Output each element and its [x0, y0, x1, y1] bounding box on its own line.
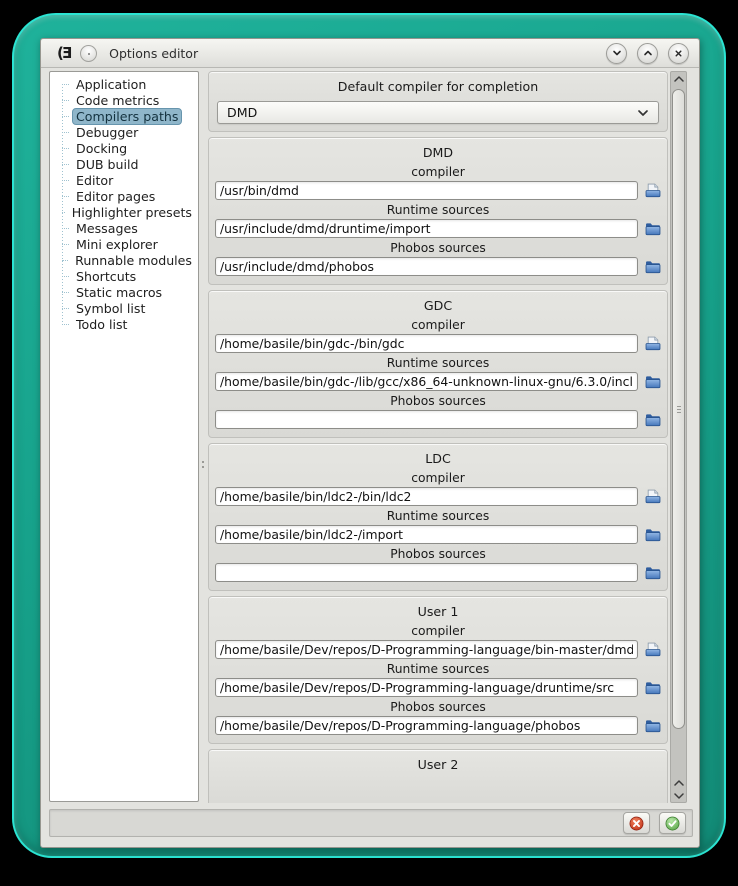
gdc-compiler-input[interactable]	[215, 334, 638, 353]
sidebar-item-runnable-modules[interactable]: Runnable modules	[70, 252, 196, 268]
field-label: Runtime sources	[386, 509, 490, 523]
folder-icon	[644, 374, 662, 389]
dmd-group	[208, 137, 668, 285]
cancel-button[interactable]	[623, 812, 650, 834]
chevron-up-icon	[642, 47, 654, 59]
compilers-paths-panel	[208, 71, 668, 803]
sidebar-item-debugger[interactable]: Debugger	[70, 124, 196, 140]
gdc-group	[208, 290, 668, 438]
titlebar	[41, 39, 699, 68]
chevron-up-icon	[674, 76, 684, 82]
window-title: Options editor	[109, 45, 199, 61]
field-label: compiler	[411, 165, 465, 179]
field-label: compiler	[411, 471, 465, 485]
close-icon	[673, 48, 684, 59]
sidebar-item-dub-build[interactable]: DUB build	[70, 156, 196, 172]
sidebar-item-code-metrics[interactable]: Code metrics	[70, 92, 196, 108]
folder-icon	[644, 412, 662, 427]
browse-folder-button[interactable]	[643, 526, 663, 543]
folder-icon	[644, 565, 662, 580]
folder-icon	[644, 259, 662, 274]
sidebar-item-editor[interactable]: Editor	[70, 172, 196, 188]
field-label: Phobos sources	[390, 394, 486, 408]
options-category-list	[49, 71, 199, 802]
gdc-runtime-sources-input[interactable]	[215, 372, 638, 391]
dmd-compiler-input[interactable]	[215, 181, 638, 200]
sidebar-splitter[interactable]	[199, 71, 208, 802]
default-compiler-group	[208, 71, 668, 132]
folder-icon	[644, 527, 662, 542]
field-label: Runtime sources	[386, 356, 490, 370]
scroll-down-button[interactable]	[671, 789, 686, 802]
options-editor-window	[40, 38, 700, 848]
sidebar-item-editor-pages[interactable]: Editor pages	[70, 188, 196, 204]
chevron-down-icon	[611, 47, 623, 59]
maximize-button[interactable]	[637, 43, 658, 64]
ldc-compiler-input[interactable]	[215, 487, 638, 506]
browse-folder-button[interactable]	[643, 564, 663, 581]
user1-compiler-input[interactable]	[215, 640, 638, 659]
cancel-icon	[629, 816, 644, 831]
gdc-phobos-sources-input[interactable]	[215, 410, 638, 429]
minimize-button[interactable]	[606, 43, 627, 64]
browse-folder-button[interactable]	[643, 411, 663, 428]
statusbar	[49, 809, 693, 837]
ldc-phobos-sources-input[interactable]	[215, 563, 638, 582]
folder-icon	[644, 221, 662, 236]
field-label: Runtime sources	[386, 662, 490, 676]
field-label: Phobos sources	[390, 547, 486, 561]
scroll-up-button[interactable]	[671, 72, 686, 85]
chevron-down-icon	[674, 793, 684, 799]
user1-runtime-sources-input[interactable]	[215, 678, 638, 697]
open-file-icon	[644, 642, 662, 657]
group-title: User 1	[417, 604, 459, 619]
main-scrollbar[interactable]	[670, 71, 687, 803]
sidebar-item-symbol-list[interactable]: Symbol list	[70, 300, 196, 316]
dmd-runtime-sources-input[interactable]	[215, 219, 638, 238]
chevron-up-icon	[674, 780, 684, 786]
folder-icon	[644, 680, 662, 695]
ldc-group	[208, 443, 668, 591]
group-title: Default compiler for completion	[337, 79, 539, 94]
ldc-runtime-sources-input[interactable]	[215, 525, 638, 544]
scroll-up-button-bottom[interactable]	[671, 776, 686, 789]
field-label: Phobos sources	[390, 241, 486, 255]
sidebar-item-todo-list[interactable]: Todo list	[70, 316, 196, 332]
sidebar-item-messages[interactable]: Messages	[70, 220, 196, 236]
browse-file-button[interactable]	[643, 488, 663, 505]
browse-file-button[interactable]	[643, 182, 663, 199]
user1-group	[208, 596, 668, 744]
chevron-down-icon	[637, 109, 649, 117]
user1-phobos-sources-input[interactable]	[215, 716, 638, 735]
field-label: compiler	[411, 624, 465, 638]
user2-group	[208, 749, 668, 803]
browse-file-button[interactable]	[643, 335, 663, 352]
open-file-icon	[644, 336, 662, 351]
sidebar-item-mini-explorer[interactable]: Mini explorer	[70, 236, 196, 252]
group-title: LDC	[425, 451, 451, 466]
group-title: GDC	[423, 298, 453, 313]
browse-folder-button[interactable]	[643, 258, 663, 275]
sidebar-item-static-macros[interactable]: Static macros	[70, 284, 196, 300]
scrollbar-thumb[interactable]	[672, 89, 685, 729]
folder-icon	[644, 718, 662, 733]
browse-folder-button[interactable]	[643, 717, 663, 734]
sidebar-item-docking[interactable]: Docking	[70, 140, 196, 156]
titlebar-menu-button[interactable]	[80, 45, 97, 62]
coedit-logo-icon: (Ǝ	[57, 44, 71, 62]
dmd-phobos-sources-input[interactable]	[215, 257, 638, 276]
sidebar-item-highlighter-presets[interactable]: Highlighter presets	[70, 204, 196, 220]
accept-icon	[665, 816, 680, 831]
group-title: DMD	[422, 145, 454, 160]
sidebar-item-shortcuts[interactable]: Shortcuts	[70, 268, 196, 284]
browse-folder-button[interactable]	[643, 679, 663, 696]
browse-file-button[interactable]	[643, 641, 663, 658]
open-file-icon	[644, 183, 662, 198]
sidebar-item-application[interactable]: Application	[70, 76, 196, 92]
accept-button[interactable]	[659, 812, 686, 834]
scrollbar-track[interactable]	[671, 85, 686, 776]
browse-folder-button[interactable]	[643, 220, 663, 237]
field-label: Phobos sources	[390, 700, 486, 714]
sidebar-item-compilers-paths[interactable]: Compilers paths	[70, 108, 196, 124]
field-label: Runtime sources	[386, 203, 490, 217]
selected-compiler: DMD	[227, 105, 258, 120]
close-button[interactable]	[668, 43, 689, 64]
open-file-icon	[644, 489, 662, 504]
field-label: compiler	[411, 318, 465, 332]
group-title: User 2	[417, 757, 459, 772]
browse-folder-button[interactable]	[643, 373, 663, 390]
default-compiler-select[interactable]	[217, 101, 659, 124]
